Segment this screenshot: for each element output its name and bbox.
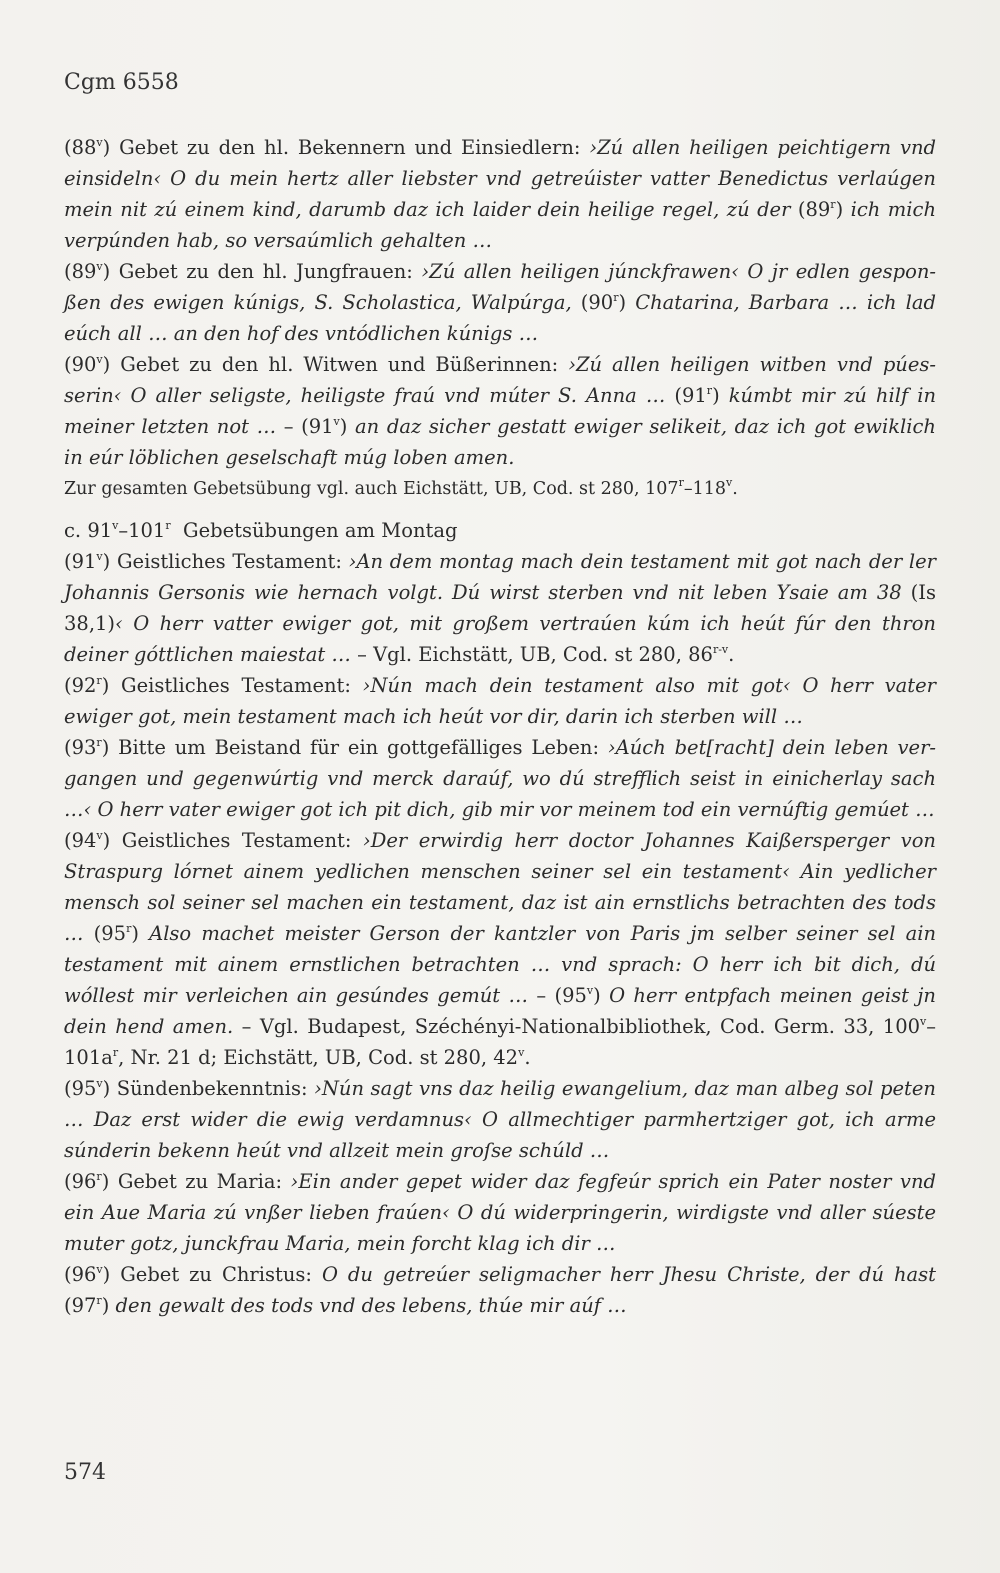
- note-gebetsuebung: Zur gesamten Gebetsübung vgl. auch Eichstätt, UB, Cod. st 280, 107$^r$–118$^v$.: [64, 476, 738, 499]
- section-heading-montag: c. 91$^v$–101$^r$ Gebetsübungen am Montag: [64, 518, 458, 542]
- running-header: Cgm 6558: [64, 70, 179, 95]
- entry-89v: (89$^v$) Gebet zu den hl. Jungfrauen: ›Zú allen heiligen júnckfrawen‹ O jr edlen gesponßen des ewigen kúnigs, S. Scholastica, Walpúrga, (90$^r$) Chatarina, Barbara … ich lad eúch all … an den hof des vntódlichen kúnigs …: [64, 259, 937, 345]
- entry-90v: (90$^v$) Gebet zu den hl. Witwen und Büßerinnen: ›Zú allen heiligen witben vnd púesserin‹ O aller seligste, heiligste fraú vnd múter S. Anna … (91$^r$) kúmbt mir zú hilf in meiner letzten not … – (91$^v$) an daz sicher gestatt ewiger selikeit, daz ich got ewiklich in eúr löblichen geselschaft múg loben amen.: [64, 352, 937, 469]
- entry-88v: (88$^v$) Gebet zu den hl. Bekennern und Einsiedlern: ›Zú allen heiligen peichtigern vnd einsideln‹ O du mein hertz aller liebster vnd getreúister vatter Benedictus verlaúgen mein nit zú einem kind, darumb daz ich laider dein heilige regel, zú der (89$^r$) ich mich verpúnden hab, so versaúmlich gehalten …: [64, 135, 936, 252]
- entry-91v: (91$^v$) Geistliches Testament: ›An dem montag mach dein testament mit got nach der ler Johannis Gersonis wie hernach volgt. Dú wirst sterben vnd nit leben Ysaie am 38 (Is 38,1)‹ O herr vatter ewiger got, mit großem vertraúen kúm ich heút fúr den thron deiner góttlichen maiestat … – Vgl. Eichstätt, UB, Cod. st 280, 86$^{r-v}$.: [64, 549, 936, 666]
- entry-93r: (93$^r$) Bitte um Beistand für ein gottgefälliges Leben: ›Aúch bet[racht] dein leben vergangen und gegenwúrtig vnd merck daraúf, wo dú strefflich seist in einicherlay sach …‹ O herr vater ewiger got ich pit dich, gib mir vor meinem tod ein vernúftig gemúet …: [64, 735, 937, 821]
- entry-92r: (92$^r$) Geistliches Testament: ›Nún mach dein testament also mit got‹ O herr vater ewiger got, mein testament mach ich heút vor dir, darin ich sterben will …: [64, 673, 936, 728]
- entry-95v: (95$^v$) Sündenbekenntnis: ›Nún sagt vns daz heilig ewangelium, daz man albeg sol peten … Daz erst wider die ewig verdamnus‹ O allmechtiger parmhertziger got, ich arme súnderin bekenn heút vnd allzeit mein groſse schúld …: [64, 1076, 936, 1162]
- entry-96v: (96$^v$) Gebet zu Christus: O du getreúer seligmacher herr Jhesu Christe, der dú hast (97$^r$) den gewalt des tods vnd des lebens, thúe mir aúf …: [64, 1262, 936, 1317]
- entry-94v: (94$^v$) Geistliches Testament: ›Der erwirdig herr doctor Johannes Kaißersperger von Straspurg lórnet ainem yedlichen menschen seiner sel ein testament‹ Ain yedlicher mensch sol seiner sel machen ein testament, daz ist ain ernstlichs betrachten des tods … (95$^r$) Also machet meister Gerson der kantzler von Paris jm selber seiner sel ain testament mit ainem ernstlichen betrachten … vnd sprach: O herr ich bit dich, dú wóllest mir verleichen ain gesúndes gemút … – (95$^v$) O herr entpfach meinen geist jn dein hend amen. – Vgl. Budapest, Széchényi-Nationalbibliothek, Cod. Germ. 33, $100^v-101a^r$, Nr. 21 d; Eichstätt, UB, Cod. st 280, 42$^v$.: [64, 828, 937, 1069]
- catalogue-text: [64, 132, 936, 1321]
- page-number: 574: [64, 1460, 106, 1485]
- entry-96r: (96$^r$) Gebet zu Maria: ›Ein ander gepet wider daz fegfeúr sprich ein Pater noster vnd ein Aue Maria zú vnßer lieben fraúen‹ O dú widerpringerin, wirdigste vnd aller súeste muter gotz, junckfrau Maria, mein forcht klag ich dir …: [64, 1169, 936, 1255]
